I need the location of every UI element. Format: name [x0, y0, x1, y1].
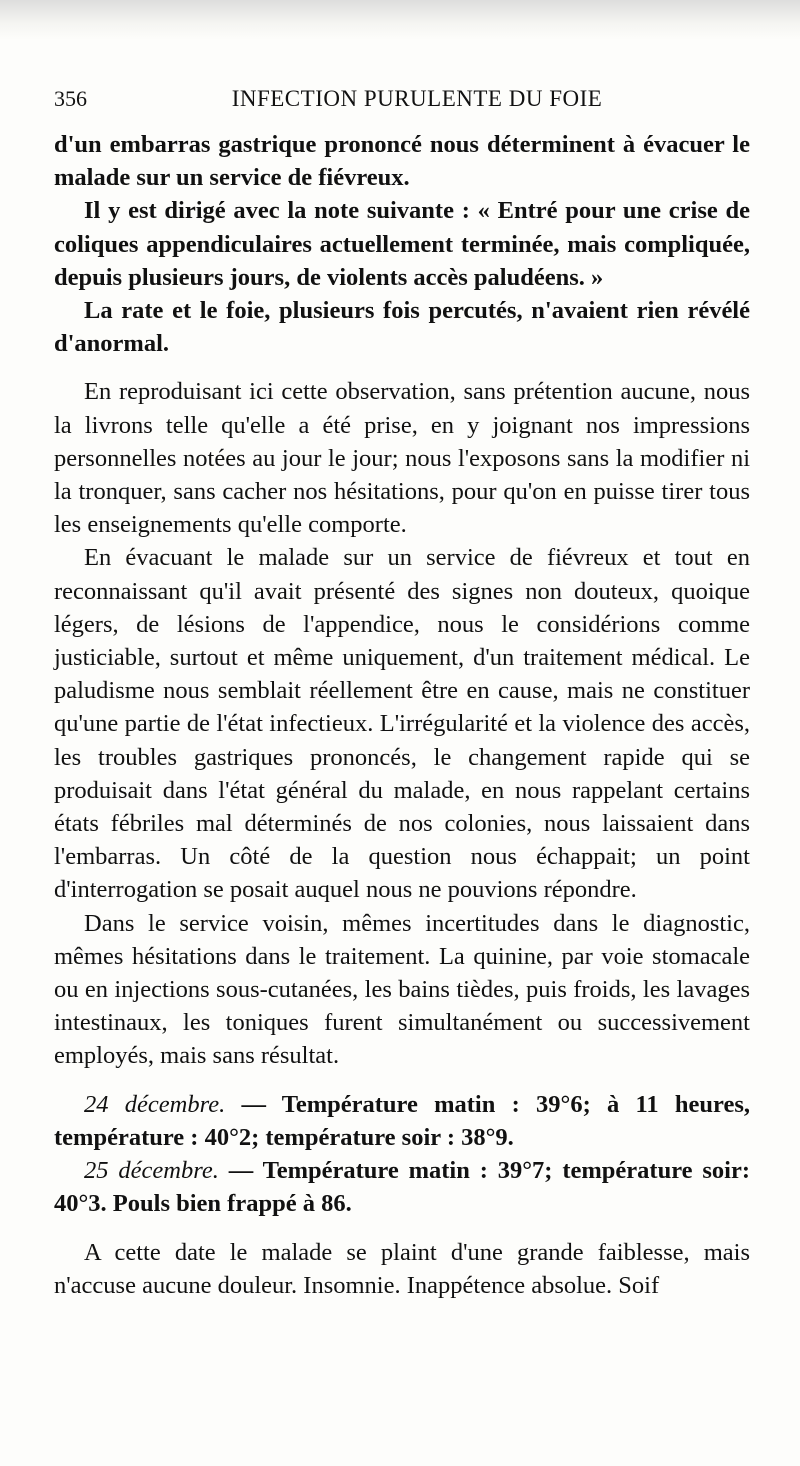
paragraph: d'un embarras gastrique prononcé nous déterminent à évacuer le malade sur un service de fiévreux.	[54, 131, 750, 192]
paragraph: En reproduisant ici cette observation, sans prétention aucune, nous la livrons telle qu'elle a été prise, en y joignant nos impressions personnelles notées au jour le jour; nous l'exposons sans la modifier ni la tronquer, sans cacher nos hésitations, pour qu'on en puisse tirer tous les enseignements qu'elle comporte.	[54, 378, 750, 539]
running-title: INFECTION PURULENTE DU FOIE	[231, 86, 603, 111]
paragraph: La rate et le foie, plusieurs fois percutés, n'avaient rien révélé d'anormal.	[54, 297, 750, 358]
page-header	[54, 86, 750, 120]
body-text	[54, 128, 750, 1302]
paragraph: A cette date le malade se plaint d'une grande faiblesse, mais n'accuse aucune douleur. Insomnie. Inappétence absolue. Soif	[54, 1238, 750, 1299]
dated-entry	[54, 1154, 750, 1220]
entry-date: 25 décembre.	[84, 1157, 219, 1185]
page-number: 356	[54, 86, 87, 111]
entry-text: — Température matin : 39°7; température soir: 40°3. Pouls bien frappé à 86.	[54, 1157, 750, 1218]
dated-entry	[54, 1088, 750, 1154]
paragraph: Il y est dirigé avec la note suivante : « Entré pour une crise de coliques appendiculaires actuellement terminée, mais compliquée, depuis plusieurs jours, de violents accès paludéens. »	[54, 197, 750, 291]
entry-text: — Température matin : 39°6; à 11 heures, température : 40°2; température soir : 38°9.	[54, 1090, 750, 1151]
scan-shadow	[0, 0, 800, 40]
paragraph: Dans le service voisin, mêmes incertitudes dans le diagnostic, mêmes hésitations dans le traitement. La quinine, par voie stomacale ou en injections sous-cutanées, les bains tièdes, puis froids, les lavages intestinaux, les toniques furent simultanément ou successivement employés, mais sans résultat.	[54, 909, 750, 1070]
entry-date: 24 décembre.	[84, 1090, 226, 1118]
paragraph: En évacuant le malade sur un service de fiévreux et tout en reconnaissant qu'il avait présenté des signes non douteux, quoique légers, de lésions de l'appendice, nous le considérions comme justiciable, surtout et même uniquement, d'un traitement médical. Le paludisme nous semblait réellement être en cause, mais ne constituer qu'une partie de l'état infectieux. L'irrégularité et la violence des accès, les troubles gastriques prononcés, le changement rapide qui se produisait dans l'état général du malade, en nous rappelant certains états fébriles mal déterminés de nos colonies, nous laissaient dans l'embarras. Un côté de la question nous échappait; un point d'interrogation se posait auquel nous ne pouvions répondre.	[54, 544, 750, 904]
